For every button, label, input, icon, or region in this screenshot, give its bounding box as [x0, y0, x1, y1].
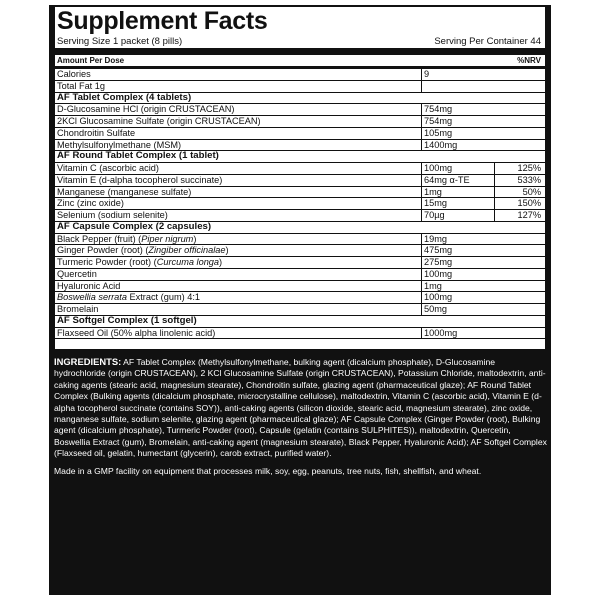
nutrient-name: 2KCl Glucosamine Sulfate (origin CRUSTACEAN) — [57, 116, 261, 126]
section-header-row — [55, 151, 545, 163]
column-rule — [421, 210, 422, 221]
servings-per-container: Serving Per Container 44 — [434, 36, 541, 47]
column-rule — [421, 281, 422, 292]
nutrient-name: Black Pepper (fruit) (Piper nigrum) — [57, 233, 197, 244]
nutrient-row — [55, 163, 545, 175]
column-rule — [421, 128, 422, 139]
nutrient-amount: 475mg — [424, 245, 453, 256]
column-rule — [421, 257, 422, 268]
nutrient-amount: 70µg — [424, 210, 445, 220]
amount-per-dose-header: Amount Per Dose — [57, 56, 125, 65]
section-name: AF Round Tablet Complex (1 tablet) — [57, 150, 219, 162]
nutrient-row — [55, 175, 545, 187]
column-header — [55, 55, 545, 69]
nutrient-name: Ginger Powder (root) (Zingiber officinalae) — [57, 245, 229, 256]
nutrient-amount: 50mg — [424, 304, 447, 314]
nutrient-row — [55, 104, 545, 116]
column-rule — [421, 234, 422, 245]
nutrient-row — [55, 257, 545, 269]
allergen-note: Made in a GMP facility on equipment that processes milk, soy, egg, peanuts, tree nuts, fish, shellfish, and wheat. — [54, 465, 482, 476]
section-name: AF Softgel Complex (1 softgel) — [57, 314, 197, 326]
column-rule — [494, 163, 495, 174]
section-header-row — [55, 316, 545, 328]
nutrient-name: Manganese (manganese sulfate) — [57, 186, 192, 197]
column-rule — [421, 269, 422, 280]
nutrient-row — [55, 198, 545, 210]
supplement-facts-panel — [49, 5, 551, 595]
column-rule — [421, 140, 422, 151]
column-rule — [421, 187, 422, 198]
thick-divider — [55, 48, 545, 55]
nutrient-name: Vitamin C (ascorbic acid) — [57, 163, 159, 173]
nutrient-name: Total Fat 1g — [57, 80, 106, 91]
ingredients-paragraph — [54, 356, 549, 460]
nutrient-name: Vitamin E (d-alpha tocopherol succinate) — [57, 174, 223, 185]
nutrient-amount: 105mg — [424, 127, 453, 138]
nutrient-row — [55, 210, 545, 222]
nutrient-nrv: 127% — [517, 210, 541, 220]
nutrient-rows — [55, 69, 545, 339]
serving-info — [55, 35, 545, 48]
nutrient-row — [55, 187, 545, 199]
nutrient-amount: 1400mg — [424, 139, 458, 150]
column-rule — [421, 163, 422, 174]
nutrient-amount: 100mg — [424, 268, 453, 279]
nutrient-name: Chondroitin Sulfate — [57, 127, 136, 138]
nutrient-nrv: 125% — [517, 163, 541, 173]
nutrient-amount: 1mg — [424, 280, 442, 291]
section-name: AF Capsule Complex (2 capsules) — [57, 220, 212, 232]
column-rule — [421, 198, 422, 209]
column-rule — [421, 328, 422, 339]
nutrient-nrv: 50% — [522, 186, 541, 197]
nutrient-row — [55, 69, 545, 81]
nutrient-row — [55, 328, 545, 340]
nutrient-amount: 754mg — [424, 116, 453, 126]
column-rule — [494, 210, 495, 221]
section-name: AF Tablet Complex (4 tablets) — [57, 91, 192, 103]
nutrient-amount: 9 — [424, 69, 430, 79]
column-rule — [421, 304, 422, 315]
nutrient-amount: 1mg — [424, 186, 442, 197]
nutrient-name: Zinc (zinc oxide) — [57, 198, 124, 209]
nutrient-name: Calories — [57, 69, 91, 79]
column-rule — [421, 69, 422, 80]
nutrient-name: Flaxseed Oil (50% alpha linolenic acid) — [57, 327, 216, 338]
nutrient-name: Bromelain — [57, 304, 99, 314]
nutrient-amount: 15mg — [424, 198, 447, 209]
nutrient-row — [55, 269, 545, 281]
nutrient-name: Methylsulfonylmethane (MSM) — [57, 139, 182, 150]
column-rule — [421, 104, 422, 115]
nutrient-nrv: 533% — [517, 174, 541, 185]
nrv-header: %NRV — [517, 56, 541, 65]
section-header-row — [55, 222, 545, 234]
section-header-row — [55, 93, 545, 105]
nutrient-row — [55, 116, 545, 128]
nutrient-amount: 100mg — [424, 163, 453, 173]
nutrient-amount: 754mg — [424, 104, 453, 115]
ingredients-label: INGREDIENTS: — [54, 356, 122, 367]
nutrient-row — [55, 281, 545, 293]
panel-title: Supplement Facts — [57, 7, 268, 35]
nutrient-row — [55, 245, 545, 257]
nutrient-amount: 100mg — [424, 292, 453, 303]
nutrient-row — [55, 304, 545, 316]
ingredients-block — [54, 356, 549, 477]
column-rule — [421, 81, 422, 92]
column-rule — [421, 292, 422, 303]
nutrient-row — [55, 81, 545, 93]
nutrient-amount: 64mg α-TE — [424, 174, 470, 185]
nutrient-amount: 275mg — [424, 257, 453, 267]
column-rule — [421, 245, 422, 256]
column-rule — [421, 116, 422, 127]
nutrient-row — [55, 128, 545, 140]
column-rule — [494, 187, 495, 198]
column-rule — [421, 175, 422, 186]
ingredients-text: AF Tablet Complex (Methylsulfonylmethane, bulking agent (dicalcium phosphate), D-Glucosamine hydrochloride (origin CRUSTACEAN), 2 KCl Glucosamine Sulfate (origin CRUSTACEAN), Potassium Chloride, maltodextrin, anti-caking agents (stearic acid, magnesium stearate), Chondroitin sulfate, glazing agent (pharmaceutical glaze); AF Round Tablet Complex (Bulking agents (dicalcium phosphate, microcrystalline cellulose), maltodextrin, Vitamin C (ascorbic acid), Vitamin E (d-alpha tocopherol succinate (contains SOY)), anti-caking agents (silicon dioxide, stearic acid, magnesium stearate), zinc oxide, manganese sulfate, sodium selenite, glazing agent (pharmaceutical glaze); AF Capsule Complex (Ginger Powder (root), Bulking agent (dicalcium phosphate), Turmeric Powder (root), Capsule (gelatin (contains SULPHITES)), maltodextrin, Quercetin, Boswellia Extract (gum), Bromelain, anti-caking agent (magnesium stearate), Black Pepper, Hyaluronic Acid); AF Softgel Complex (Flaxseed oil, gelatin, humectant (glycerin), carob extract, purified water). — [54, 357, 547, 459]
nutrient-name: Hyaluronic Acid — [57, 280, 121, 291]
facts-table — [55, 7, 545, 349]
nutrient-row — [55, 292, 545, 304]
nutrient-name: Quercetin — [57, 268, 97, 279]
nutrient-amount: 19mg — [424, 233, 447, 244]
nutrient-row — [55, 234, 545, 246]
column-rule — [494, 175, 495, 186]
nutrient-name: Boswellia serrata Extract (gum) 4:1 — [57, 292, 200, 303]
nutrient-name: Turmeric Powder (root) (Curcuma longa) — [57, 257, 223, 267]
nutrient-name: Selenium (sodium selenite) — [57, 210, 168, 220]
serving-size: Serving Size 1 packet (8 pills) — [57, 36, 183, 47]
column-rule — [494, 198, 495, 209]
nutrient-amount: 1000mg — [424, 327, 458, 338]
nutrient-name: D-Glucosamine HCl (origin CRUSTACEAN) — [57, 104, 235, 115]
nutrient-nrv: 150% — [517, 198, 541, 209]
